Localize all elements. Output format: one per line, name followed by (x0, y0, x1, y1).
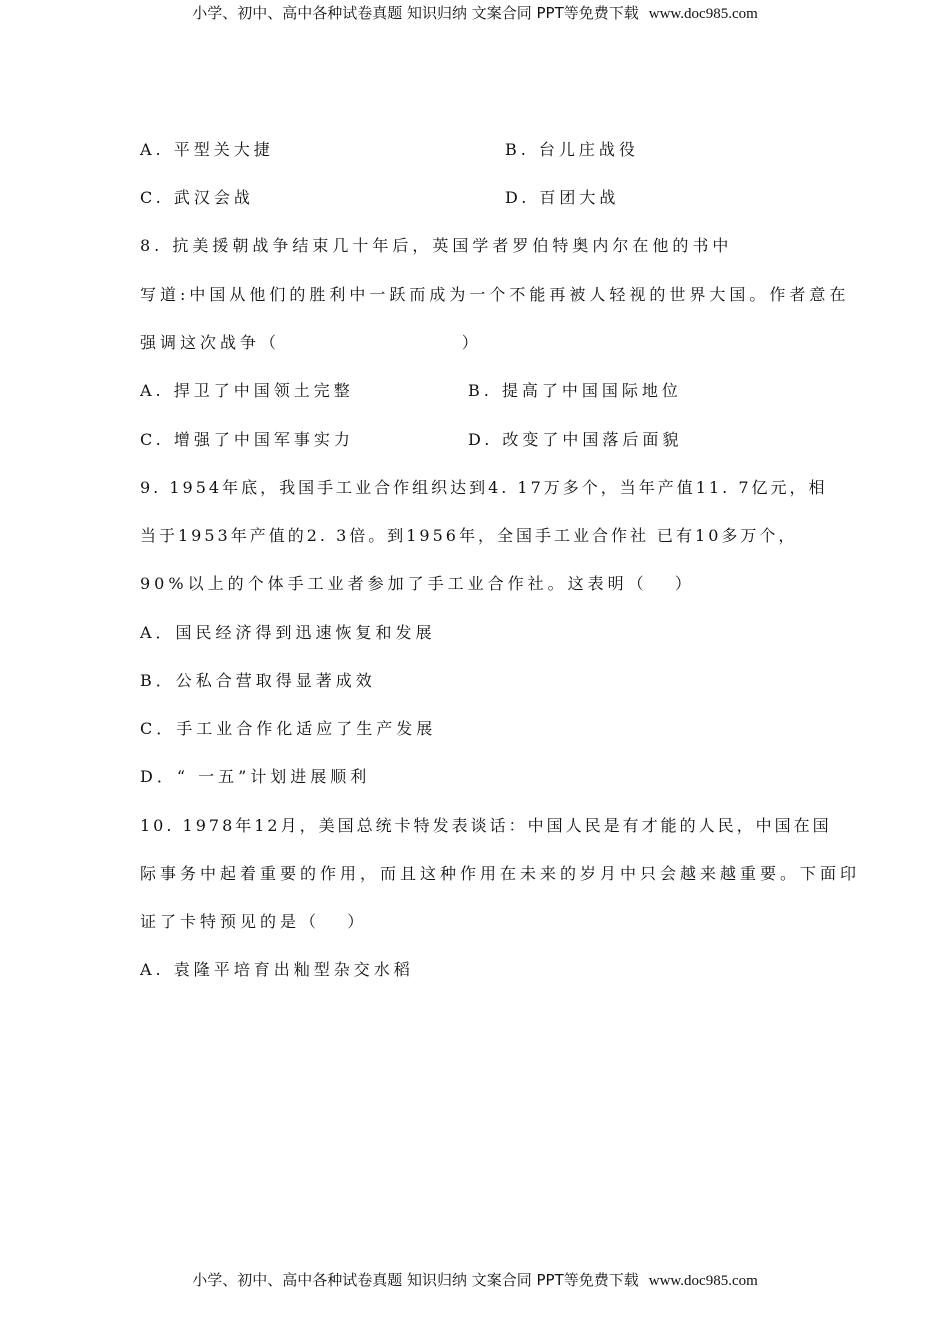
footer-url[interactable]: www.doc985.com (648, 1273, 758, 1289)
q7-option-c: C. 武汉会战 (140, 188, 254, 207)
q9-line-1: 9. 1954年底，我国手工业合作组织达到4. 17万多个，当年产值11. 7亿元，相 (140, 478, 828, 497)
q9-option-b: B．公私合营取得显著成效 (140, 671, 376, 690)
q9-option-d: D．“ 一五”计划进展顺利 (140, 767, 371, 786)
q8-option-d: D. 改变了中国落后面貌 (468, 430, 683, 449)
q9-option-c: C．手工业合作化适应了生产发展 (140, 719, 437, 738)
header-url[interactable]: www.doc985.com (648, 6, 758, 22)
q8-option-b: B. 提高了中国国际地位 (468, 381, 682, 400)
q8-option-a: A. 捍卫了中国领土完整 (140, 381, 354, 400)
q8-line-2: 写道:中国从他们的胜利中一跃而成为一个不能再被人轻视的世界大国。作者意在 (140, 285, 850, 304)
header-text: 小学、初中、高中各种试卷真题 知识归纳 文案合同 PPT等免费下载 (192, 4, 639, 22)
page-header (0, 2, 950, 23)
q10-line-1: 10. 1978年12月，美国总统卡特发表谈话：中国人民是有才能的人民，中国在国 (140, 816, 832, 835)
q10-option-a: A. 袁隆平培育出籼型杂交水稻 (140, 960, 414, 979)
q8-line-3: 强调这次战争（ ） (140, 333, 482, 352)
q7-option-a: A. 平型关大捷 (140, 140, 274, 159)
q9-line-2: 当于1953年产值的2. 3倍。到1956年，全国手工业合作社 已有10多万个， (140, 526, 798, 545)
page-footer (0, 1269, 950, 1290)
q8-line-1: 8. 抗美援朝战争结束几十年后，英国学者罗伯特奥内尔在他的书中 (140, 236, 733, 255)
q10-line-3: 证了卡特预见的是（ ） (140, 912, 368, 931)
footer-text: 小学、初中、高中各种试卷真题 知识归纳 文案合同 PPT等免费下载 (192, 1271, 639, 1289)
q9-line-3: 90%以上的个体手工业者参加了手工业合作社。这表明（ ） (140, 574, 695, 593)
q7-option-d: D. 百团大战 (505, 188, 620, 207)
q10-line-2: 际事务中起着重要的作用，而且这种作用在未来的岁月中只会越来越重要。下面印 (140, 864, 861, 883)
q9-option-a: A．国民经济得到迅速恢复和发展 (140, 623, 436, 642)
q8-option-c: C. 增强了中国军事实力 (140, 430, 354, 449)
q7-option-b: B. 台儿庄战役 (505, 140, 639, 159)
